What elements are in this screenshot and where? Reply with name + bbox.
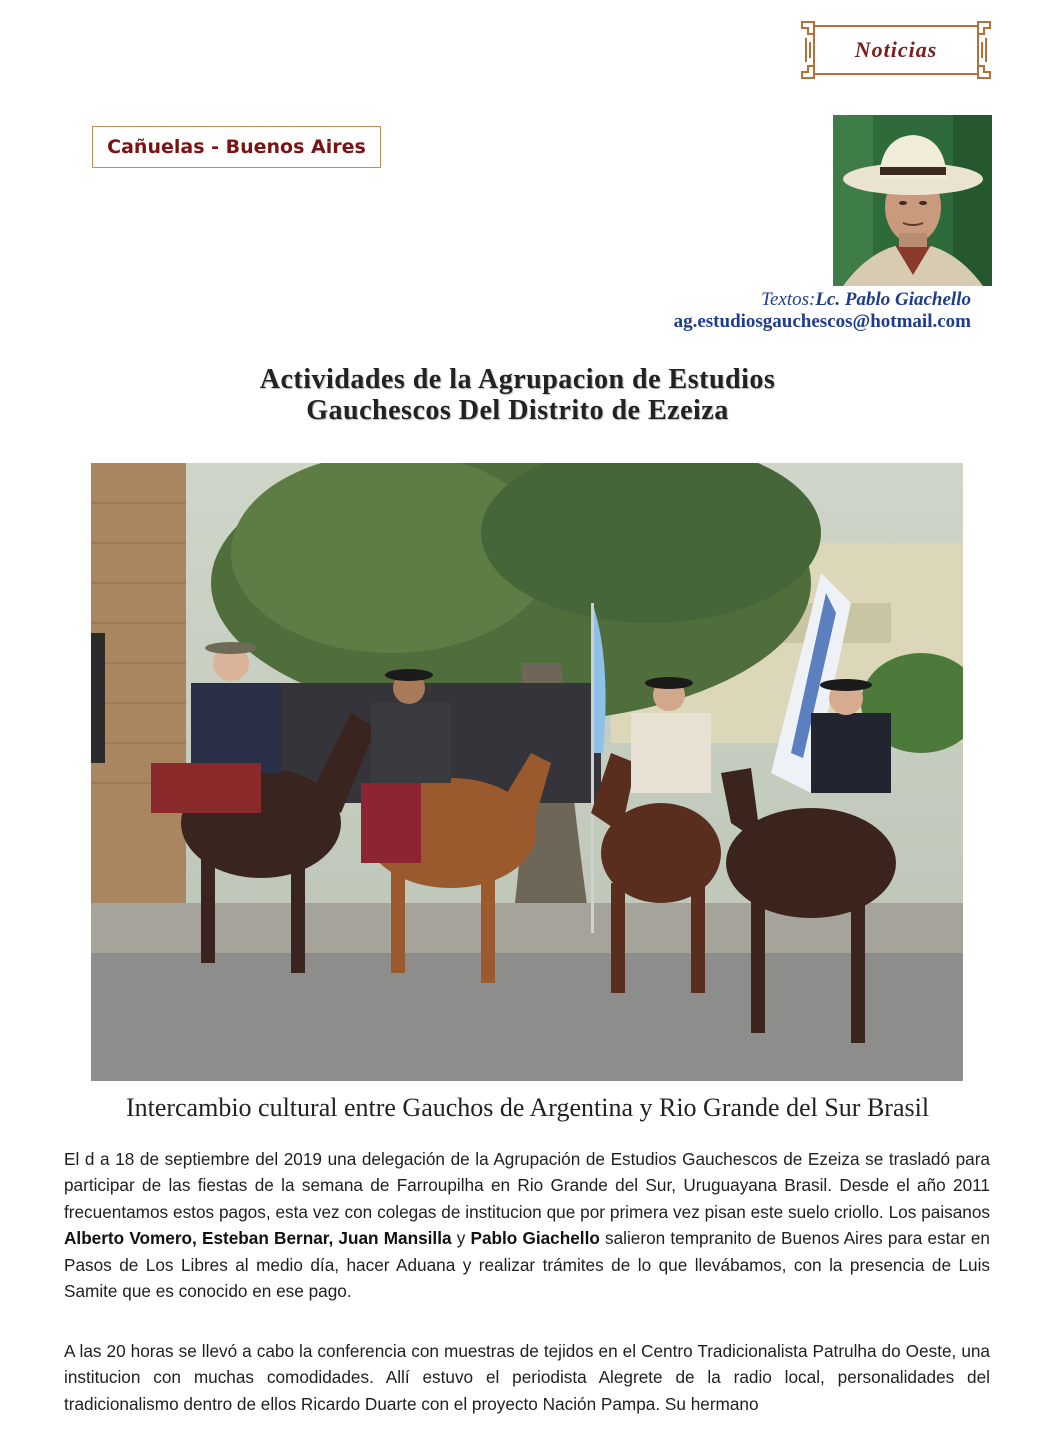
- article-subhead: Intercambio cultural entre Gauchos de Argentina y Rio Grande del Sur Brasil: [125, 1093, 930, 1122]
- author-photo: [833, 115, 992, 286]
- paragraph-1-text-b: salieron tempranito de Buenos Aires para estar en Pasos de Los Libres al medio día, hacer Aduana y realizar trámites de lo que llevábamos, con la presencia de Luis Samite que es conocido en ese pago.: [64, 1228, 990, 1302]
- headline-line-2: Gauchescos Del Distrito de Ezeiza: [306, 395, 729, 426]
- paragraph-1-connector: y: [451, 1228, 471, 1249]
- paragraph-1-name-last: Pablo Giachello: [470, 1228, 600, 1249]
- paragraph-1-names: Alberto Vomero, Esteban Bernar, Juan Mansilla: [64, 1228, 452, 1249]
- author-prefix: Textos:: [761, 289, 816, 310]
- section-tag-label: Noticias: [854, 37, 938, 62]
- headline-line-1: Actividades de la Agrupacion de Estudios: [259, 364, 776, 395]
- article-paragraph-1: [64, 1146, 990, 1304]
- main-photo: [91, 463, 963, 1081]
- section-tag: [800, 20, 992, 80]
- location-tag: Cañuelas - Buenos Aires: [92, 126, 381, 168]
- article-paragraph-2: A las 20 horas se llevó a cabo la conferencia con muestras de tejidos en el Centro Tradicionalista Patrulha do Oeste, una institucion con muchas comodidades. Allí estuvo el periodista Alegrete de la radio local, personalidades del tradicionalismo dentro de ellos Ricardo Duarte con el proyecto Nación Pampa. Su hermano: [64, 1341, 990, 1414]
- article-headline: [100, 364, 935, 426]
- author-credit: [761, 289, 971, 311]
- paragraph-1-text-a: El d a 18 de septiembre del 2019 una delegación de la Agrupación de Estudios Gauchescos de Ezeiza se trasladó para participar de las fiestas de la semana de Farroupilha en Rio Grande del Sur, Uruguayana Brasil. Desde el año 2011 frecuentamos estos pagos, esta vez con colegas de institucion que por primera vez pisan este suelo criollo. Los paisanos: [64, 1149, 990, 1222]
- author-email[interactable]: ag.estudiosgauchescos@hotmail.com: [673, 311, 971, 332]
- author-name: Lc. Pablo Giachello: [815, 289, 971, 310]
